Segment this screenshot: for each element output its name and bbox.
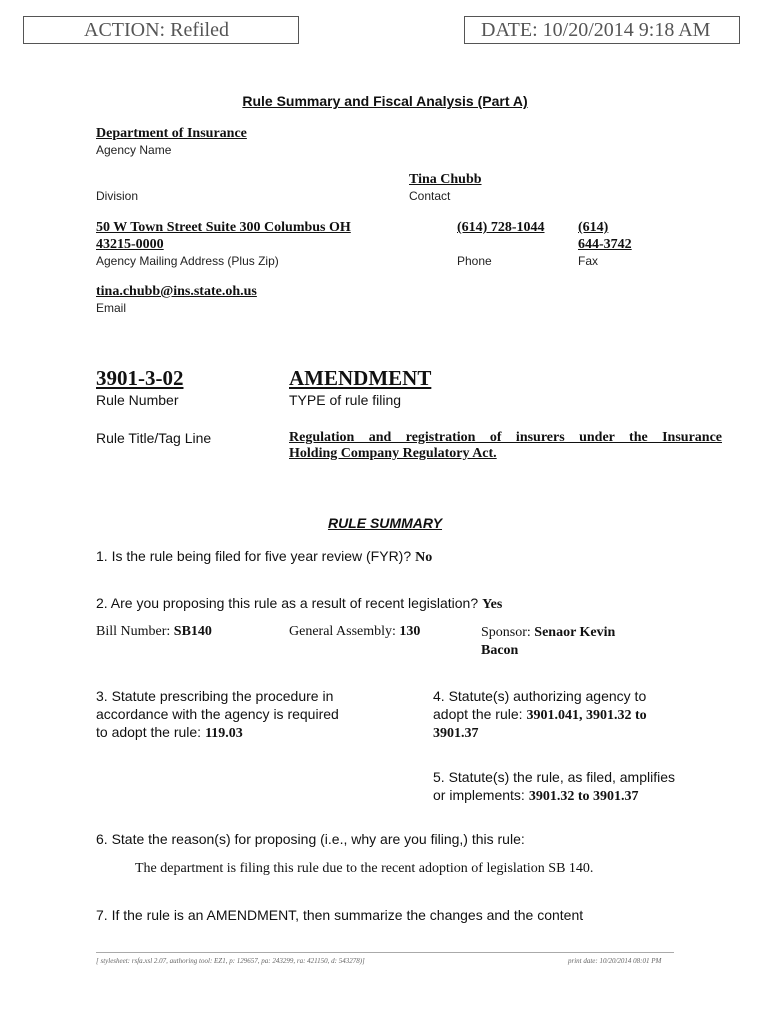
general-assembly-value: 130 — [399, 624, 421, 639]
sponsor — [481, 624, 615, 660]
rule-title-label: Rule Title/Tag Line — [96, 430, 212, 446]
answer-2: Yes — [482, 597, 503, 612]
rule-type: AMENDMENT — [289, 366, 432, 390]
bill-number-label: Bill Number: — [96, 624, 171, 639]
general-assembly-label: General Assembly: — [289, 624, 396, 639]
question-4-line-1: 4. Statute(s) authorizing agency to — [433, 688, 647, 704]
address-label: Agency Mailing Address (Plus Zip) — [96, 254, 279, 268]
sponsor-line-1: Senaor Kevin — [534, 625, 616, 640]
sponsor-line-2: Bacon — [481, 643, 519, 658]
question-4 — [433, 687, 647, 743]
rule-title-line-2: Holding Company Regulatory Act. — [289, 446, 497, 461]
agency-name: Department of Insurance — [96, 126, 247, 141]
footer-print-date: print date: 10/20/2014 08:01 PM — [568, 957, 662, 965]
question-4-line-2: adopt the rule: — [433, 706, 523, 722]
answer-6: The department is filing this rule due to the recent adoption of legislation SB 140. — [135, 861, 594, 876]
question-3-line-3: to adopt the rule: — [96, 724, 202, 740]
email-value: tina.chubb@ins.state.oh.us — [96, 284, 257, 299]
fax-line-2: 644-3742 — [578, 237, 632, 252]
contact-name: Tina Chubb — [409, 172, 482, 187]
answer-4-line-2: 3901.37 — [433, 726, 479, 741]
bill-number — [96, 624, 212, 640]
question-7: 7. If the rule is an AMENDMENT, then summarize the changes and the content — [96, 907, 584, 923]
rule-number-label: Rule Number — [96, 392, 179, 408]
answer-3: 119.03 — [205, 726, 243, 741]
question-1 — [96, 548, 432, 566]
action-label: ACTION: — [84, 19, 166, 41]
question-3 — [96, 687, 339, 743]
fax-line-1: (614) — [578, 220, 609, 235]
action-box — [23, 16, 299, 44]
question-5-line-2: or implements: — [433, 787, 525, 803]
general-assembly — [289, 624, 420, 640]
date-value: 10/20/2014 9:18 AM — [542, 19, 711, 41]
rule-title-line-1: Regulation and registration of insurers under the Insurance — [289, 430, 722, 445]
question-5 — [433, 768, 675, 806]
footer-rule — [96, 952, 674, 953]
question-2-text: 2. Are you proposing this rule as a result of recent legislation? — [96, 595, 479, 611]
answer-1: No — [415, 550, 433, 565]
contact-label: Contact — [409, 189, 451, 203]
division-label: Division — [96, 189, 139, 203]
footer-stylesheet-info: [ stylesheet: rsfa.xsl 2.07, authoring tool: EZ1, p: 129657, pa: 243299, ra: 421150, d: 543278)] — [96, 957, 365, 965]
question-6: 6. State the reason(s) for proposing (i.e., why are you filing,) this rule: — [96, 831, 525, 847]
action-value: Refiled — [170, 19, 229, 41]
date-box — [464, 16, 740, 44]
question-3-line-2: accordance with the agency is required — [96, 706, 339, 722]
phone-value: (614) 728-1044 — [457, 220, 545, 235]
question-5-line-1: 5. Statute(s) the rule, as filed, amplifies — [433, 769, 675, 785]
bill-number-value: SB140 — [173, 624, 212, 639]
rule-summary-heading: RULE SUMMARY — [327, 515, 443, 531]
question-1-text: 1. Is the rule being filed for five year review (FYR)? — [96, 548, 412, 564]
agency-name-label: Agency Name — [96, 143, 172, 157]
rule-number: 3901-3-02 — [96, 366, 184, 390]
question-2 — [96, 595, 502, 613]
phone-label: Phone — [457, 254, 492, 268]
address-line-1: 50 W Town Street Suite 300 Columbus OH — [96, 220, 351, 235]
question-3-line-1: 3. Statute prescribing the procedure in — [96, 688, 334, 704]
address-line-2: 43215-0000 — [96, 237, 164, 252]
fax-label: Fax — [578, 254, 599, 268]
email-label: Email — [96, 301, 127, 315]
answer-4-line-1: 3901.041, 3901.32 to — [526, 708, 647, 723]
document-title: Rule Summary and Fiscal Analysis (Part A) — [242, 93, 528, 109]
sponsor-label: Sponsor: — [481, 625, 531, 640]
answer-5: 3901.32 to 3901.37 — [528, 789, 639, 804]
date-label: DATE: — [481, 19, 538, 41]
rule-type-label: TYPE of rule filing — [289, 392, 402, 408]
